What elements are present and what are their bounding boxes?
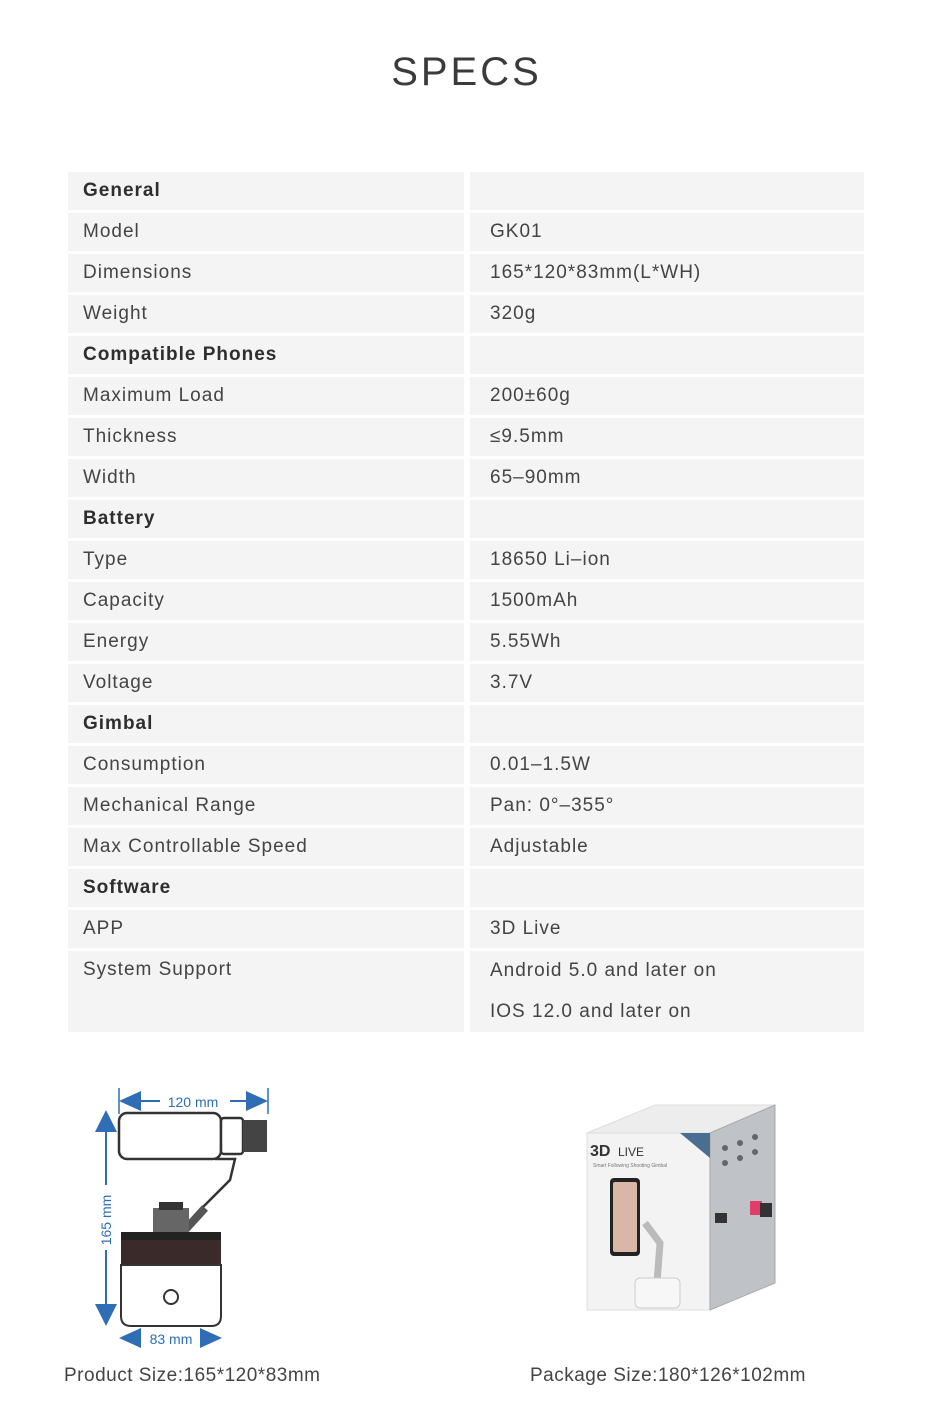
size-illustrations	[0, 1075, 933, 1415]
package-brand-suffix: LIVE	[618, 1145, 645, 1159]
spec-row	[68, 459, 864, 497]
spec-row	[68, 295, 864, 333]
spec-value: 5.55Wh	[470, 623, 864, 661]
spec-label: Type	[68, 541, 464, 579]
package-brand: 3D	[590, 1143, 611, 1160]
section-header: General	[68, 172, 464, 210]
product-dimension-drawing	[85, 1080, 285, 1350]
spec-value: 165*120*83mm(L*WH)	[470, 254, 864, 292]
spec-value-line: Android 5.0 and later on	[490, 960, 717, 982]
depth-label: 83 mm	[149, 1331, 193, 1347]
package-tagline: Smart Following Shooting Gimbal	[593, 1163, 668, 1169]
spec-value: GK01	[470, 213, 864, 251]
package-size-caption: Package Size:180*126*102mm	[530, 1365, 807, 1386]
spec-value-line: IOS 12.0 and later on	[490, 1000, 692, 1022]
specs-table	[68, 172, 864, 1035]
spec-value	[470, 951, 864, 1032]
section-header: Battery	[68, 500, 464, 538]
spec-value: 1500mAh	[470, 582, 864, 620]
spec-row	[68, 664, 864, 702]
spec-row	[68, 377, 864, 415]
spec-label: System Support	[68, 951, 464, 1032]
page-title: SPECS	[391, 50, 542, 94]
spec-label: Dimensions	[68, 254, 464, 292]
spec-label: Width	[68, 459, 464, 497]
arrow-left-icon	[119, 1091, 141, 1111]
section-header-empty	[470, 869, 864, 907]
section-header: Software	[68, 869, 464, 907]
spec-value: 320g	[470, 295, 864, 333]
section-header-row	[68, 336, 864, 374]
spec-label: Thickness	[68, 418, 464, 456]
spec-row	[68, 213, 864, 251]
spec-value: 0.01–1.5W	[470, 746, 864, 784]
spec-value: Pan: 0°–355°	[470, 787, 864, 825]
spec-row	[68, 787, 864, 825]
spec-value: ≤9.5mm	[470, 418, 864, 456]
spec-row	[68, 951, 864, 1032]
section-header-row	[68, 869, 864, 907]
section-header-row	[68, 500, 864, 538]
spec-label: Capacity	[68, 582, 464, 620]
arrow-right-icon	[200, 1328, 222, 1348]
spec-value: 3.7V	[470, 664, 864, 702]
section-header-row	[68, 172, 864, 210]
spec-label: APP	[68, 910, 464, 948]
section-header-row	[68, 705, 864, 743]
spec-row	[68, 418, 864, 456]
arrow-left-icon	[119, 1328, 141, 1348]
spec-row	[68, 910, 864, 948]
spec-label: Consumption	[68, 746, 464, 784]
spec-label: Max Controllable Speed	[68, 828, 464, 866]
spec-value: Adjustable	[470, 828, 864, 866]
spec-value: 65–90mm	[470, 459, 864, 497]
section-header: Compatible Phones	[68, 336, 464, 374]
spec-label: Weight	[68, 295, 464, 333]
section-header-empty	[470, 500, 864, 538]
spec-label: Mechanical Range	[68, 787, 464, 825]
spec-label: Model	[68, 213, 464, 251]
qr-code-icon	[760, 1203, 772, 1217]
spec-value: 200±60g	[470, 377, 864, 415]
spec-label: Maximum Load	[68, 377, 464, 415]
section-header-empty	[470, 336, 864, 374]
arrow-down-icon	[95, 1304, 117, 1326]
spec-row	[68, 828, 864, 866]
arrow-right-icon	[246, 1091, 268, 1111]
section-header-empty	[470, 705, 864, 743]
arrow-up-icon	[95, 1110, 117, 1132]
width-label: 120 mm	[167, 1094, 219, 1110]
spec-row	[68, 254, 864, 292]
spec-value: 3D Live	[470, 910, 864, 948]
qr-code-icon	[715, 1213, 727, 1223]
spec-label: Voltage	[68, 664, 464, 702]
height-label: 165 mm	[98, 1194, 114, 1246]
spec-row	[68, 541, 864, 579]
section-header-empty	[470, 172, 864, 210]
spec-row	[68, 746, 864, 784]
spec-label: Energy	[68, 623, 464, 661]
section-header: Gimbal	[68, 705, 464, 743]
package-box-image	[585, 1103, 780, 1313]
spec-row	[68, 623, 864, 661]
product-size-caption: Product Size:165*120*83mm	[64, 1365, 321, 1386]
spec-value: 18650 Li–ion	[470, 541, 864, 579]
spec-row	[68, 582, 864, 620]
